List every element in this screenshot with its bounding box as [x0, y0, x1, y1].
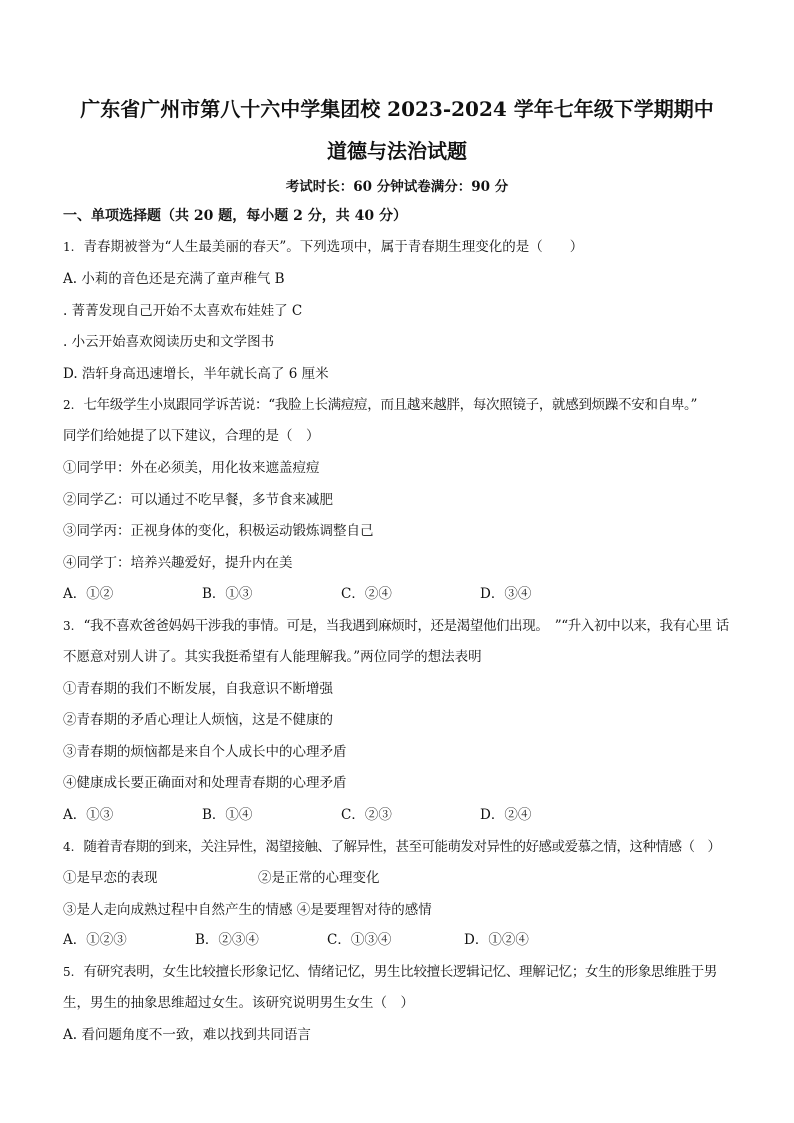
q2-option-a: A．①② [63, 586, 114, 602]
question-1-stem [63, 238, 583, 256]
q2-option-b: B．①③ [202, 586, 253, 602]
question-text: 七年级学生小岚跟同学诉苦说：“我脸上长满痘痘，而且越来越胖，每次照镜子，就感到烦躁不安和自卑。” [83, 397, 698, 413]
question-text: 有研究表明，女生比较擅长形象记忆、情绪记忆，男生比较擅长逻辑记忆、理解记忆；女生的形象思维胜于男 [83, 964, 718, 980]
q5-option-a: A. 看问题角度不一致，难以找到共同语言 [63, 1027, 311, 1043]
question-number: 4. [63, 840, 75, 854]
q2-options [63, 585, 743, 605]
q3-option-c: C．②③ [341, 807, 392, 823]
exam-title-line1: 广东省广州市第八十六中学集团校 2023-2024 学年七年级下学期期中 [80, 97, 714, 121]
q1-option-a: A. 小莉的音色还是充满了童声稚气 B [63, 271, 285, 287]
q4-item-2: ②是正常的心理变化 [258, 870, 380, 886]
q3-options [63, 806, 743, 826]
q4-option-d: D．①②④ [464, 932, 529, 948]
q1-option-d: D. 浩轩身高迅速增长，半年就长高了 6 厘米 [63, 366, 329, 382]
q4-items-row [63, 869, 743, 889]
q4-item-1: ①是早恋的表现 [63, 870, 158, 886]
question-5-stem [63, 963, 717, 981]
exam-meta: 考试时长：60 分钟试卷满分：90 分 [285, 179, 509, 195]
question-3-stem-cont: 不愿意对别人讲了。其实我挺希望有人能理解我。”两位同学的想法表明 [63, 649, 482, 665]
q3-item-4: ④健康成长要正确面对和处理青春期的心理矛盾 [63, 775, 347, 791]
question-4-stem [63, 838, 720, 856]
question-2-stem [63, 396, 697, 414]
q3-option-d: D．②④ [480, 807, 532, 823]
q1-option-c: . 小云开始喜欢阅读历史和文学图书 [63, 334, 275, 350]
question-number: 2. [63, 398, 75, 412]
question-text: 青春期被誉为“人生最美丽的春天”。下列选项中，属于青春期生理变化的是（ ） [83, 239, 584, 255]
q2-item-1: ①同学甲：外在必须美，用化妆来遮盖痘痘 [63, 460, 320, 476]
q4-options [63, 931, 743, 951]
question-5-stem-cont: 生，男生的抽象思维超过女生。该研究说明男生女生（ ） [63, 995, 414, 1011]
q3-option-b: B．①④ [202, 807, 253, 823]
question-number: 5. [63, 965, 75, 979]
q3-item-1: ①青春期的我们不断发展，自我意识不断增强 [63, 681, 333, 697]
q4-items-3-4: ③是人走向成熟过程中自然产生的情感 ④是要理智对待的感情 [63, 902, 432, 918]
question-text: 随着青春期的到来，关注异性，渴望接触、了解异性，甚至可能萌发对异性的好感或爱慕之情，这种情感（ ） [83, 839, 721, 855]
q2-item-3: ③同学丙：正视身体的变化，积极运动锻炼调整自己 [63, 523, 374, 539]
q2-option-c: C．②④ [341, 586, 392, 602]
q3-item-3: ③青春期的烦恼都是来自个人成长中的心理矛盾 [63, 744, 347, 760]
question-text: “我不喜欢爸爸妈妈干涉我的事情。可是，当我遇到麻烦时，还是渴望他们出现。 ”“升入初中以来，我有心里 话 [83, 618, 729, 634]
exam-title-line2: 道德与法治试题 [327, 139, 467, 163]
question-number: 1. [63, 240, 75, 254]
section-heading: 一、单项选择题（共 20 题，每小题 2 分，共 40 分） [63, 208, 407, 224]
q2-item-2: ②同学乙：可以通过不吃早餐，多节食来减肥 [63, 492, 333, 508]
q1-option-b: . 菁菁发现自己开始不太喜欢布娃娃了 C [63, 303, 303, 319]
question-2-stem-cont: 同学们给她提了以下建议，合理的是（ ） [63, 428, 320, 444]
q4-option-b: B．②③④ [195, 932, 259, 948]
question-number: 3. [63, 619, 75, 633]
q2-option-d: D．③④ [480, 586, 532, 602]
q4-option-a: A．①②③ [63, 932, 127, 948]
q3-option-a: A．①③ [63, 807, 114, 823]
q3-item-2: ②青春期的矛盾心理让人烦恼，这是不健康的 [63, 712, 333, 728]
q4-option-c: C．①③④ [327, 932, 392, 948]
question-3-stem [63, 617, 729, 635]
q2-item-4: ④同学丁：培养兴趣爱好，提升内在美 [63, 555, 293, 571]
